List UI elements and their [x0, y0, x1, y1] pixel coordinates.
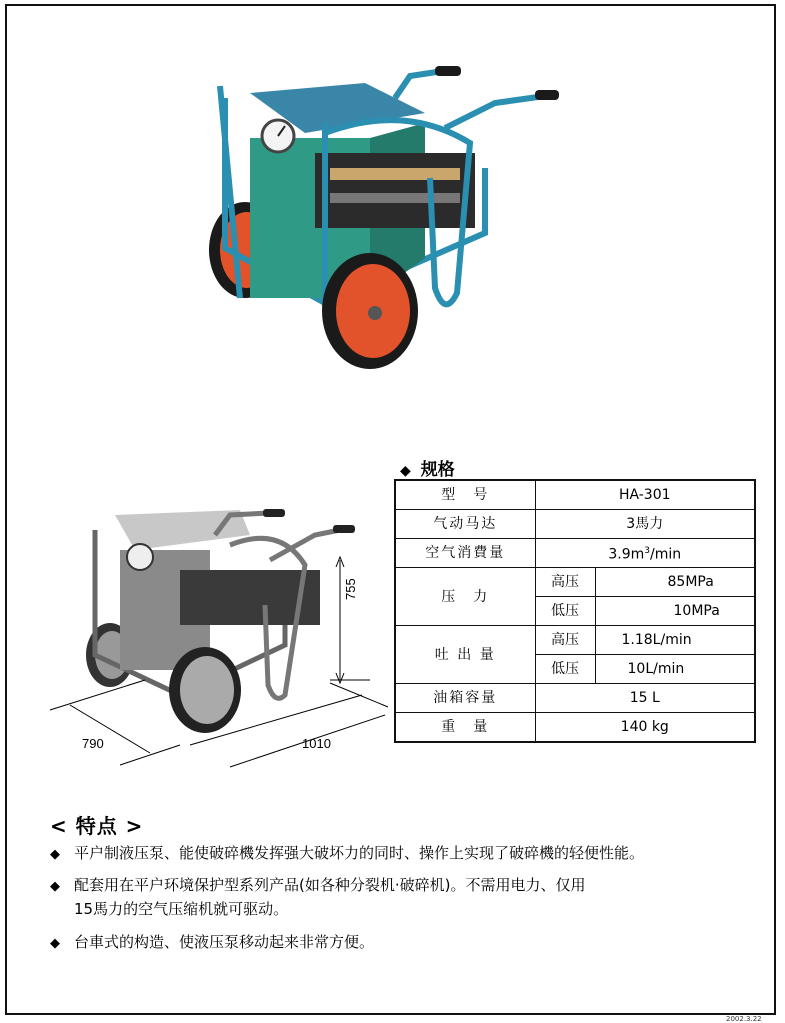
spec-table: [394, 479, 756, 743]
spec-sublabel: 高压: [535, 568, 595, 597]
feature-item: [50, 842, 770, 866]
spec-value: 1.18L/min: [595, 626, 755, 655]
diamond-bullet-icon: ◆: [50, 936, 60, 951]
feature-text-continued: 15馬力的空气压缩机就可驱动。: [74, 900, 289, 918]
table-row: [395, 510, 755, 539]
spec-value: 10MPa: [595, 597, 755, 626]
dimension-length: 1010: [302, 736, 331, 751]
table-row: [395, 713, 755, 743]
spec-value: $3.9m^3/\min$: [535, 539, 755, 568]
spec-value: 3馬力: [535, 510, 755, 539]
feature-item: [50, 874, 770, 920]
product-photo: [195, 58, 575, 378]
spec-label: 油箱容量: [395, 684, 535, 713]
table-row: [395, 480, 755, 510]
table-row: [395, 568, 755, 597]
spec-label: 空气消費量: [395, 539, 535, 568]
specs-heading-text: 规格: [420, 460, 455, 480]
spec-sublabel: 低压: [535, 655, 595, 684]
features-heading: < 特点 >: [50, 814, 144, 838]
spec-value: 85MPa: [595, 568, 755, 597]
feature-item: [50, 931, 770, 955]
dimension-width: 790: [82, 736, 104, 751]
spec-value: 140 kg: [535, 713, 755, 743]
spec-label: 气动马达: [395, 510, 535, 539]
spec-label: 吐 出 量: [395, 626, 535, 684]
dimension-height: 755: [343, 578, 358, 600]
spec-label: 压 力: [395, 568, 535, 626]
feature-text: 台車式的构造、使液压泵移动起来非常方便。: [74, 933, 375, 951]
feature-text: 平户制液压泵、能使破碎機发挥强大破坏力的同时、操作上实现了破碎機的轻便性能。: [74, 844, 645, 862]
table-row: [395, 539, 755, 568]
diamond-bullet-icon: ◆: [50, 847, 60, 862]
spec-value: HA-301: [535, 480, 755, 510]
document-code: 2002.3.22: [726, 1015, 762, 1023]
diamond-bullet-icon: ◆: [400, 463, 411, 479]
spec-label: 型 号: [395, 480, 535, 510]
spec-value: 15 L: [535, 684, 755, 713]
specs-heading: [400, 455, 455, 480]
table-row: [395, 684, 755, 713]
spec-value: 10L/min: [595, 655, 755, 684]
table-row: [395, 626, 755, 655]
spec-sublabel: 高压: [535, 626, 595, 655]
feature-text: 配套用在平户环境保护型系列产品(如各种分裂机·破碎机)。不需用电力、仅用: [74, 876, 586, 894]
spec-label: 重 量: [395, 713, 535, 743]
diamond-bullet-icon: ◆: [50, 879, 60, 894]
spec-sublabel: 低压: [535, 597, 595, 626]
